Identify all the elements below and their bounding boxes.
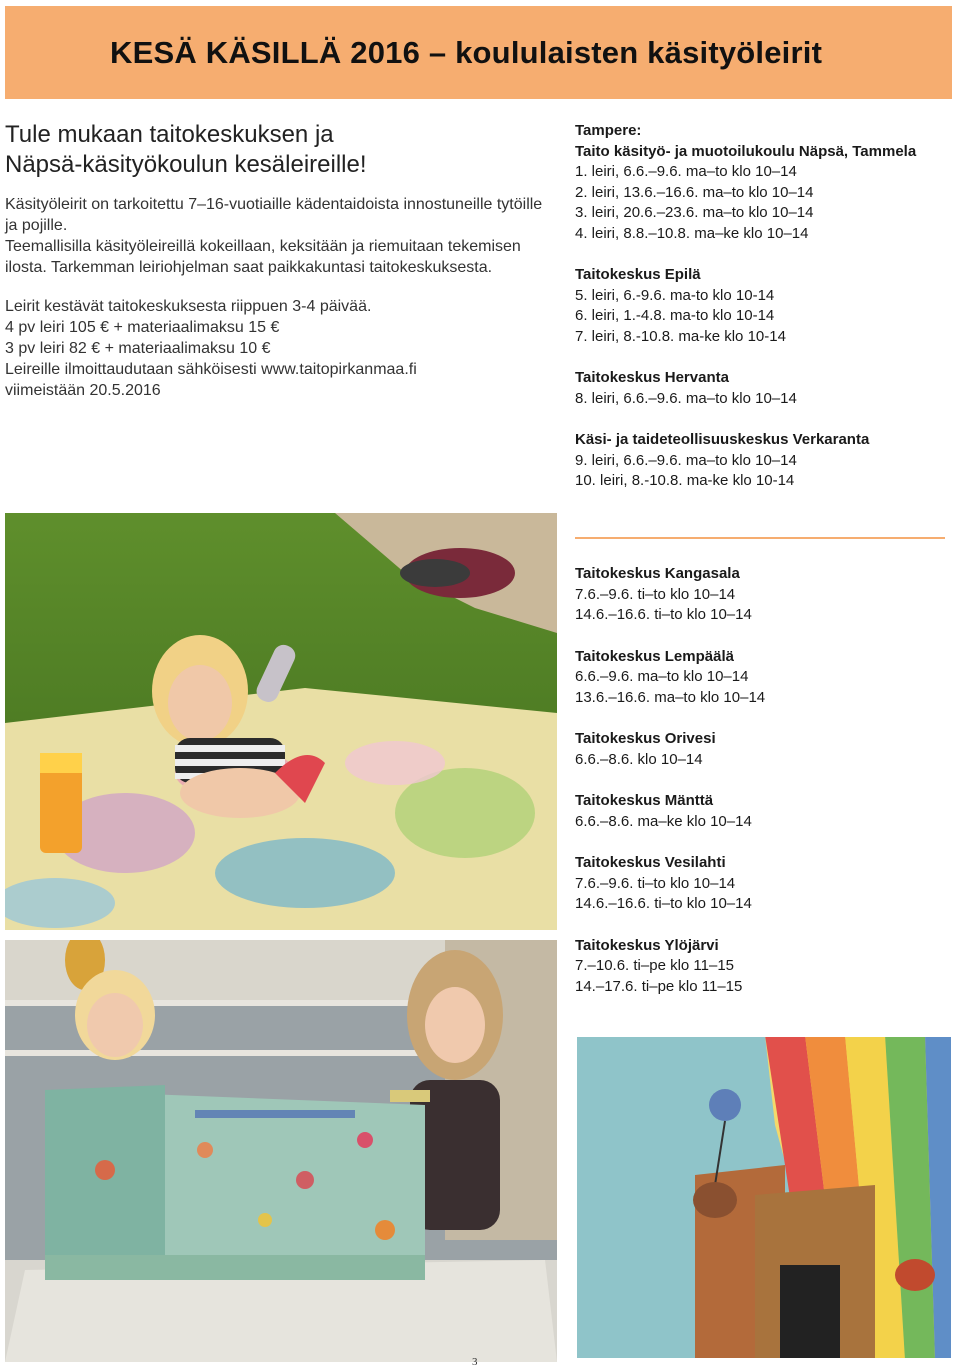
- schedule-block: [575, 430, 953, 492]
- intro-line-1: Tule mukaan taitokeskuksen ja: [5, 121, 334, 148]
- divider-rule: [575, 537, 945, 539]
- camp-date-line: 5. leiri, 6.-9.6. ma-to klo 10-14: [575, 286, 775, 304]
- schedule-top: [575, 121, 953, 513]
- schedule-block: [575, 853, 953, 915]
- location-heading: Taitokeskus Ylöjärvi: [575, 936, 719, 954]
- body-deadline: viimeistään 20.5.2016: [5, 382, 161, 399]
- location-heading: Taitokeskus Mänttä: [575, 792, 714, 809]
- schedule-block: [575, 729, 953, 770]
- camp-date-line: 6. leiri, 1.-4.8. ma-to klo 10-14: [575, 307, 775, 324]
- camp-date-line: 1. leiri, 6.6.–9.6. ma–to klo 10–14: [575, 163, 797, 180]
- body-duration: Leirit kestävät taitokeskuksesta riippuen 3-4 päivää.: [5, 298, 372, 315]
- location-heading: Taitokeskus Vesilahti: [575, 854, 726, 871]
- location-heading: Taito käsityö- ja muotoilukoulu Näpsä, Tammela: [575, 142, 917, 160]
- camp-date-line: 14.6.–16.6. ti–to klo 10–14: [575, 895, 752, 912]
- schedule-block: [575, 936, 953, 998]
- schedule-block: [575, 564, 953, 626]
- body-registration: Leireille ilmoittaudutaan sähköisesti www.taitopirkanmaa.fi: [5, 361, 417, 378]
- location-heading: Taitokeskus Orivesi: [575, 730, 716, 747]
- camp-date-line: 14.6.–16.6. ti–to klo 10–14: [575, 606, 752, 623]
- intro-heading: [5, 120, 555, 180]
- page-title: KESÄ KÄSILLÄ 2016 – koululaisten käsityöleirit: [110, 34, 823, 70]
- camp-date-line: 7.–10.6. ti–pe klo 11–15: [575, 957, 735, 974]
- camp-date-line: 13.6.–16.6. ma–to klo 10–14: [575, 688, 766, 706]
- camp-date-line: 9. leiri, 6.6.–9.6. ma–to klo 10–14: [575, 451, 797, 469]
- intro-body: [5, 194, 555, 401]
- title-banner: [5, 6, 952, 99]
- location-heading: Tampere:: [575, 122, 642, 139]
- camp-date-line: 6.6.–8.6. klo 10–14: [575, 750, 703, 768]
- body-paragraph-2: Teemallisilla käsityöleireillä kokeillaan, keksitään ja riemuitaan tekemisen ilosta. Tarkemman leiriohjelman saat paikkakuntasi taitokeskuksesta.: [5, 238, 521, 276]
- schedule-block: [575, 265, 953, 347]
- camp-date-line: 2. leiri, 13.6.–16.6. ma–to klo 10–14: [575, 183, 814, 201]
- photo-children-aquarium: [5, 940, 557, 1362]
- camp-date-line: 14.–17.6. ti–pe klo 11–15: [575, 977, 743, 995]
- schedule-block: [575, 791, 953, 832]
- location-heading: Käsi- ja taideteollisuuskeskus Verkaranta: [575, 431, 870, 448]
- body-price-4day: 4 pv leiri 105 € + materiaalimaksu 15 €: [5, 319, 280, 336]
- camp-date-line: 10. leiri, 8.-10.8. ma-ke klo 10-14: [575, 472, 795, 489]
- body-paragraph-1: Käsityöleirit on tarkoitettu 7–16-vuotiaille kädentaidoista innostuneille tytöille ja pojille.: [5, 196, 543, 234]
- schedule-block: [575, 368, 953, 409]
- camp-date-line: 8. leiri, 6.6.–9.6. ma–to klo 10–14: [575, 389, 797, 407]
- camp-date-line: 4. leiri, 8.8.–10.8. ma–ke klo 10–14: [575, 224, 809, 242]
- schedule-bottom: [575, 564, 953, 1018]
- camp-date-line: 7.6.–9.6. ti–to klo 10–14: [575, 874, 736, 892]
- location-heading: Taitokeskus Lempäälä: [575, 647, 734, 665]
- photo-circus-painting: [575, 1035, 953, 1360]
- intro-line-2: Näpsä-käsityökoulun kesäleireille!: [5, 151, 367, 178]
- location-heading: Taitokeskus Epilä: [575, 266, 701, 283]
- schedule-block: [575, 121, 953, 244]
- schedule-block: [575, 647, 953, 709]
- page-number: 3: [472, 1356, 478, 1368]
- camp-date-line: 6.6.–8.6. ma–ke klo 10–14: [575, 812, 752, 830]
- camp-date-line: 7. leiri, 8.-10.8. ma-ke klo 10-14: [575, 327, 786, 345]
- camp-date-line: 3. leiri, 20.6.–23.6. ma–to klo 10–14: [575, 204, 814, 221]
- intro-column: [5, 120, 555, 401]
- location-heading: Taitokeskus Hervanta: [575, 369, 729, 386]
- photo-girl-on-blanket: [5, 513, 557, 930]
- camp-date-line: 6.6.–9.6. ma–to klo 10–14: [575, 668, 749, 685]
- camp-date-line: 7.6.–9.6. ti–to klo 10–14: [575, 585, 736, 603]
- location-heading: Taitokeskus Kangasala: [575, 565, 740, 582]
- body-price-3day: 3 pv leiri 82 € + materiaalimaksu 10 €: [5, 340, 271, 357]
